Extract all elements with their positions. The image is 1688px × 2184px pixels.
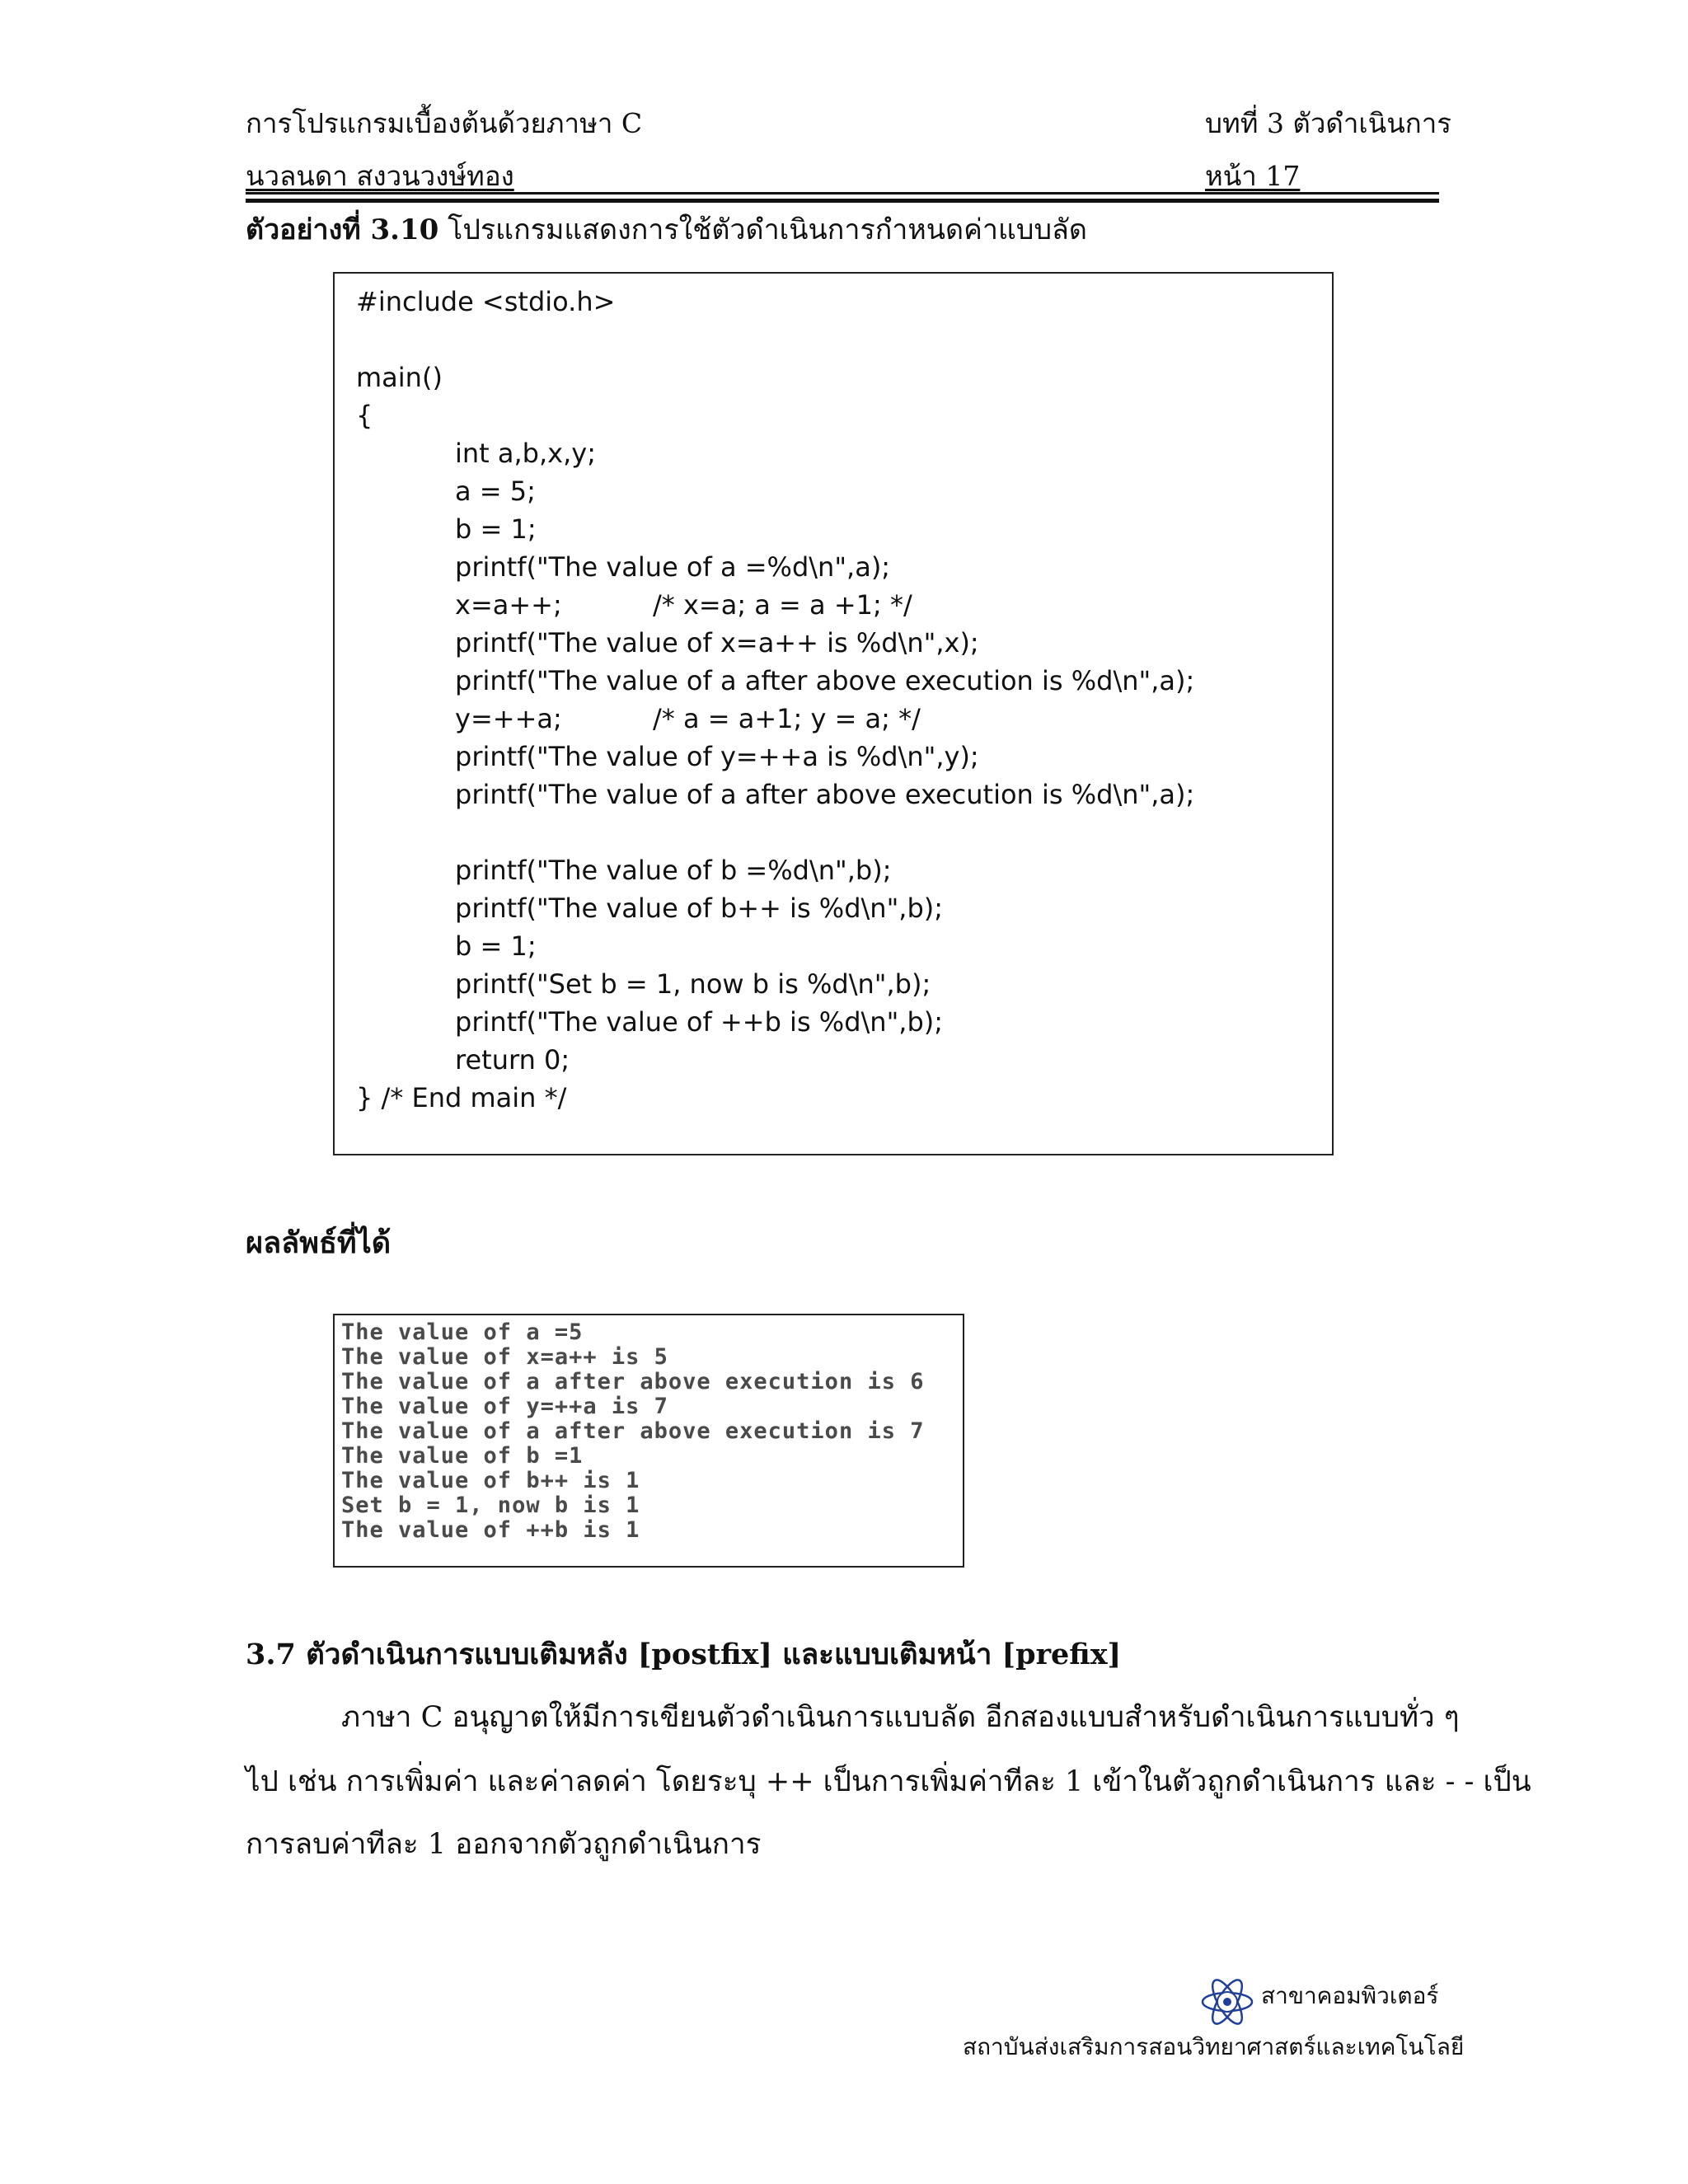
footer-institute: สถาบันส่งเสริมการสอนวิทยาศาสตร์และเทคโนโลยี <box>963 2033 1465 2060</box>
console-line: The value of a after above execution is 7 <box>341 1418 925 1444</box>
code-line: printf("The value of a after above execution is %d\n",a); <box>455 665 1195 696</box>
header-page-number: หน้า 17 <box>1205 160 1301 192</box>
code-line: { <box>356 400 373 431</box>
example-title <box>246 213 1087 247</box>
code-line: printf("The value of y=++a is %d\n",y); <box>455 741 979 772</box>
header-book-title: การโปรแกรมเบื้องต้นด้วยภาษา C <box>246 107 643 139</box>
code-line: printf("The value of a after above execution is %d\n",a); <box>455 779 1195 810</box>
code-line: printf("The value of x=a++ is %d\n",x); <box>455 627 979 658</box>
console-line: The value of b++ is 1 <box>341 1468 640 1493</box>
code-line: printf("The value of ++b is %d\n",b); <box>455 1006 944 1038</box>
paragraph-line: ไป เช่น การเพิ่มค่า และค่าลดค่า โดยระบุ ++ เป็นการเพิ่มค่าทีละ 1 เข้าในตัวถูกดำเนินการ และ - - เป็น <box>246 1765 1531 1798</box>
ipst-atom-logo-icon <box>1200 1975 1254 2029</box>
example-description: โปรแกรมแสดงการใช้ตัวดำเนินการกำหนดค่าแบบลัด <box>438 213 1087 246</box>
section-heading: 3.7 ตัวดำเนินการแบบเติมหลัง [postfix] และแบบเติมหน้า [prefix] <box>246 1638 1122 1671</box>
console-line: The value of ++b is 1 <box>341 1517 640 1543</box>
paragraph-line: ภาษา C อนุญาตให้มีการเขียนตัวดำเนินการแบบลัด อีกสองแบบสำหรับดำเนินการแบบทั่ว ๆ <box>341 1701 1460 1734</box>
code-line: } /* End main */ <box>356 1082 567 1113</box>
code-line: printf("Set b = 1, now b is %d\n",b); <box>455 968 931 1000</box>
example-label: ตัวอย่างที่ 3.10 <box>246 213 439 246</box>
console-line: The value of a after above execution is 6 <box>341 1369 925 1394</box>
code-line: printf("The value of b++ is %d\n",b); <box>455 893 944 924</box>
console-line: Set b = 1, now b is 1 <box>341 1493 640 1518</box>
header-author: นวลนดา สงวนวงษ์ทอง <box>246 160 514 192</box>
header-rule-thick <box>246 199 1439 203</box>
code-line: a = 5; <box>455 476 536 507</box>
console-line: The value of y=++a is 7 <box>341 1394 668 1419</box>
code-line: main() <box>356 362 443 393</box>
code-line: printf("The value of b =%d\n",b); <box>455 855 892 886</box>
code-comment: /* x=a; a = a +1; */ <box>653 589 912 621</box>
footer-department: สาขาคอมพิวเตอร์ <box>1261 1982 1439 2009</box>
console-line: The value of x=a++ is 5 <box>341 1344 668 1370</box>
code-line: b = 1; <box>455 513 537 545</box>
code-listing-box <box>333 272 1334 1155</box>
code-line: int a,b,x,y; <box>455 438 596 469</box>
code-line: x=a++; <box>455 589 562 621</box>
header-rule-thin <box>246 192 1439 194</box>
paragraph-line: การลบค่าทีละ 1 ออกจากตัวถูกดำเนินการ <box>246 1828 762 1861</box>
code-line: return 0; <box>455 1044 570 1076</box>
code-line: #include <stdio.h> <box>356 286 616 317</box>
console-line: The value of a =5 <box>341 1319 584 1345</box>
header-chapter: บทที่ 3 ตัวดำเนินการ <box>1205 107 1451 139</box>
code-line: b = 1; <box>455 930 537 962</box>
console-output-box <box>333 1314 964 1568</box>
code-line: y=++a; <box>455 703 562 734</box>
code-comment: /* a = a+1; y = a; */ <box>653 703 921 734</box>
code-line: printf("The value of a =%d\n",a); <box>455 551 891 583</box>
console-line: The value of b =1 <box>341 1443 584 1469</box>
result-label: ผลลัพธ์ที่ได้ <box>246 1226 392 1260</box>
